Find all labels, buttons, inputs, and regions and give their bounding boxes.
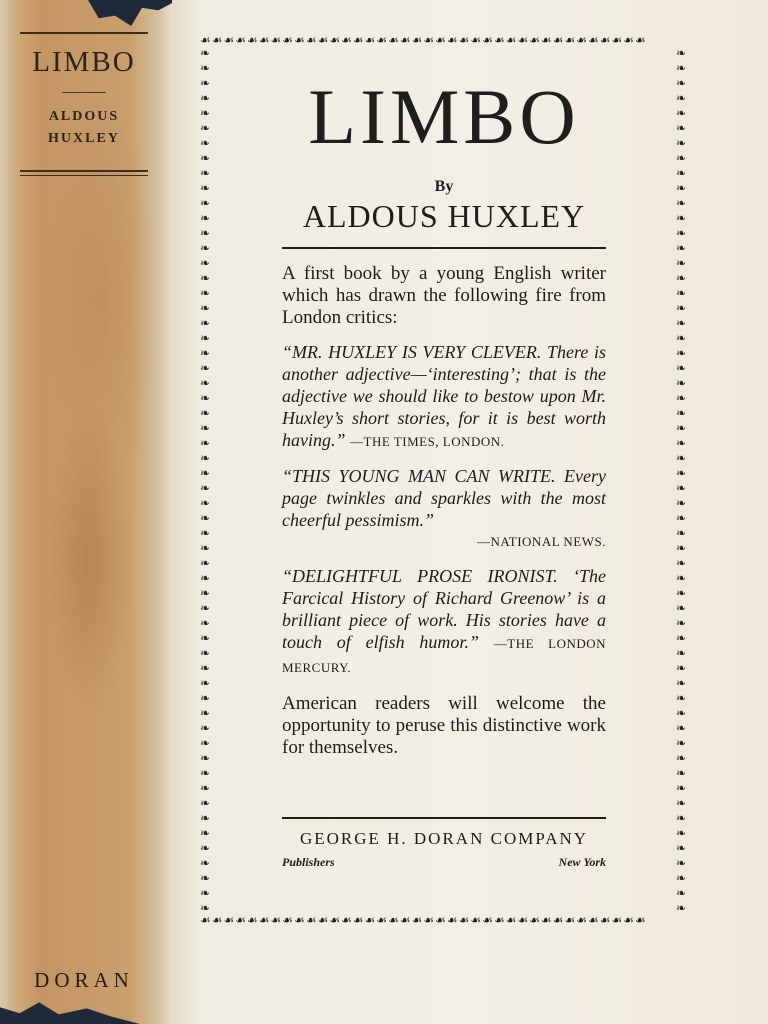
review-quote: [282, 565, 606, 679]
quote-text: “DELIGHTFUL PROSE IRONIST. ‘The Farcical History of Richard Greenow’ is a brilliant piece of work. His stories have a touch of elfish humor.”: [282, 566, 606, 652]
spine-author-line1: ALDOUS: [48, 109, 120, 124]
author-name: ALDOUS HUXLEY: [302, 198, 586, 234]
publisher-rule: [282, 817, 606, 819]
front-text-block: [282, 60, 606, 870]
spine-publisher: DORAN: [34, 968, 134, 992]
publisher-details: [282, 855, 606, 870]
publisher-city: New York: [558, 855, 606, 869]
quote-source: —THE TIMES, LONDON.: [350, 434, 505, 449]
spine: [0, 0, 172, 1024]
quote-source: —NATIONAL NEWS.: [476, 534, 606, 549]
review-quote: [282, 465, 606, 553]
spine-rule-top: [20, 32, 148, 34]
torn-edge-top: [88, 0, 178, 26]
blurb-closing: American readers will welcome the opportunity to peruse this distinctive work for themselves.: [282, 693, 606, 758]
review-quote: [282, 341, 606, 453]
spine-rule-bottom: [20, 170, 148, 172]
blurb-intro: A first book by a young English writer which has drawn the following fire from London critics:: [282, 263, 606, 328]
spine-author-line2: HUXLEY: [48, 131, 120, 146]
leaf-vine-ornament-icon: ☙☙☙☙☙☙☙☙☙☙☙☙☙☙☙☙☙☙☙☙☙☙☙☙☙☙☙☙☙☙☙☙☙☙☙☙☙☙: [200, 34, 647, 46]
leaf-vine-ornament-icon: ❧❧❧❧❧❧❧❧❧❧❧❧❧❧❧❧❧❧❧❧❧❧❧❧❧❧❧❧❧❧❧❧❧❧❧❧❧❧❧❧❧❧❧❧❧❧❧❧❧❧❧❧❧❧❧❧❧❧: [676, 46, 687, 914]
spine-rule-bottom-thin: [20, 175, 148, 176]
leaf-vine-ornament-icon: ☙☙☙☙☙☙☙☙☙☙☙☙☙☙☙☙☙☙☙☙☙☙☙☙☙☙☙☙☙☙☙☙☙☙☙☙☙☙: [200, 914, 647, 926]
quote-text: “MR. HUXLEY IS VERY CLEVER. There is another adjective—‘interesting’; that is the adjective we should like to bestow upon Mr. Huxley’s short stories, for it is best worth having.”: [282, 342, 606, 450]
quote-text: “THIS YOUNG MAN CAN WRITE. Every page twinkles and sparkles with the most cheerful pessimism.”: [282, 466, 606, 530]
title-rule: [282, 247, 606, 249]
publisher-label: Publishers: [282, 855, 335, 869]
leaf-vine-ornament-icon: ❧❧❧❧❧❧❧❧❧❧❧❧❧❧❧❧❧❧❧❧❧❧❧❧❧❧❧❧❧❧❧❧❧❧❧❧❧❧❧❧❧❧❧❧❧❧❧❧❧❧❧❧❧❧❧❧❧❧: [200, 46, 211, 914]
torn-edge-bottom: [0, 1000, 140, 1024]
spine-author: [20, 106, 148, 150]
spine-title: LIMBO: [32, 46, 136, 78]
quote-source: —THE LONDON MERCURY.: [282, 636, 607, 675]
spine-divider: [62, 92, 106, 93]
book-title: LIMBO: [308, 73, 580, 160]
byline: By: [434, 178, 454, 195]
publisher-name: GEORGE H. DORAN COMPANY: [299, 829, 589, 848]
